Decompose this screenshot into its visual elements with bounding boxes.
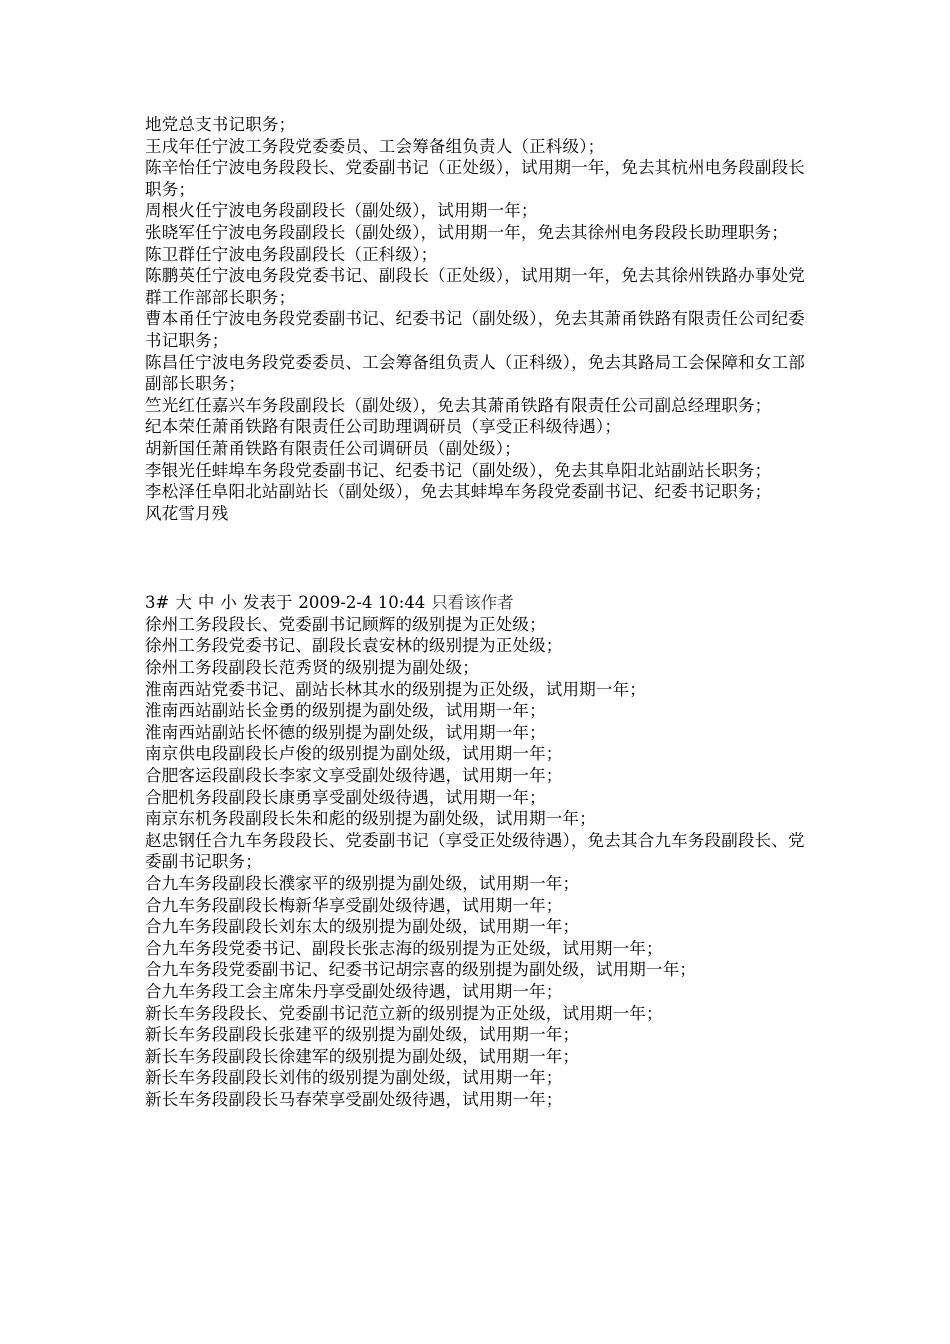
document-page bbox=[145, 114, 805, 1111]
signature-line: 风花雪月残 bbox=[145, 503, 229, 523]
appointment-list-1 bbox=[145, 114, 805, 524]
list-item: 淮南西站副站长怀德的级别提为副处级，试用期一年； bbox=[145, 722, 546, 742]
font-size-large-link[interactable]: 大 bbox=[175, 593, 192, 613]
list-item: 合九车务段副段长濮家平的级别提为副处级，试用期一年； bbox=[145, 874, 580, 893]
list-item: 合肥机务段副段长康勇享受副处级待遇，试用期一年； bbox=[145, 787, 546, 807]
list-item: 陈昌任宁波电务段党委委员、工会筹备组负责人（正科级），免去其路局工会保障和女工部副部长职务； bbox=[145, 352, 805, 394]
list-item: 新长车务段副段长张建平的级别提为副处级，试用期一年； bbox=[145, 1025, 580, 1045]
author-only-link[interactable]: 只看该作者 bbox=[431, 593, 514, 613]
list-item: 新长车务段副段长马春荣享受副处级待遇，试用期一年； bbox=[145, 1089, 563, 1109]
list-item: 李松泽任阜阳北站副站长（副处级），免去其蚌埠车务段党委副书记、纪委书记职务； bbox=[145, 482, 772, 502]
posted-label: 发表于 bbox=[242, 593, 293, 613]
list-item: 合九车务段工会主席朱丹享受副处级待遇，试用期一年； bbox=[145, 981, 563, 1001]
post-number: 3# bbox=[145, 593, 170, 613]
list-item: 竺光红任嘉兴车务段副段长（副处级），免去其萧甬铁路有限责任公司副总经理职务； bbox=[145, 395, 772, 415]
list-item: 曹本甬任宁波电务段党委副书记、纪委书记（副处级），免去其萧甬铁路有限责任公司纪委书记职务； bbox=[145, 309, 805, 350]
list-item: 新长车务段段长、党委副书记范立新的级别提为正处级，试用期一年； bbox=[145, 1003, 663, 1023]
list-item: 徐州工务段段长、党委副书记顾辉的级别提为正处级； bbox=[145, 614, 546, 634]
list-item: 合九车务段党委副书记、纪委书记胡宗喜的级别提为副处级，试用期一年； bbox=[145, 960, 697, 980]
list-item: 南京供电段副段长卢俊的级别提为副处级，试用期一年； bbox=[145, 744, 563, 764]
list-item: 纪本荣任萧甬铁路有限责任公司助理调研员（享受正科级待遇）； bbox=[145, 417, 622, 437]
list-item: 陈卫群任宁波电务段副段长（正科级）； bbox=[145, 244, 438, 264]
list-item: 徐州工务段党委书记、副段长袁安林的级别提为正处级； bbox=[145, 636, 563, 656]
list-item: 周根火任宁波电务段副段长（副处级），试用期一年； bbox=[145, 201, 538, 221]
list-item: 张晓军任宁波电务段副段长（副处级），试用期一年，免去其徐州电务段段长助理职务； bbox=[145, 222, 789, 242]
list-item: 徐州工务段副段长范秀贤的级别提为副处级； bbox=[145, 658, 479, 678]
list-item: 赵忠钢任合九车务段段长、党委副书记（享受正处级待遇），免去其合九车务段副段长、党委副书记职务； bbox=[145, 830, 805, 872]
list-item: 李银光任蚌埠车务段党委副书记、纪委书记（副处级），免去其阜阳北站副站长职务； bbox=[145, 460, 772, 480]
list-item: 南京东机务段副段长朱和彪的级别提为副处级，试用期一年； bbox=[145, 809, 596, 829]
list-item: 淮南西站副站长金勇的级别提为副处级，试用期一年； bbox=[145, 701, 546, 721]
post-header bbox=[145, 592, 805, 614]
list-item: 合九车务段党委书记、副段长张志海的级别提为正处级，试用期一年； bbox=[145, 938, 663, 958]
list-item: 合九车务段副段长刘东太的级别提为副处级，试用期一年； bbox=[145, 917, 580, 937]
list-item: 新长车务段副段长徐建军的级别提为副处级，试用期一年； bbox=[145, 1046, 580, 1066]
list-item: 胡新国任萧甬铁路有限责任公司调研员（副处级）； bbox=[145, 438, 521, 458]
list-item: 王戌年任宁波工务段党委委员、工会筹备组负责人（正科级）； bbox=[145, 136, 605, 156]
list-item: 淮南西站党委书记、副站长林其水的级别提为正处级，试用期一年； bbox=[145, 679, 646, 699]
list-item: 陈辛怡任宁波电务段段长、党委副书记（正处级），试用期一年，免去其杭州电务段副段长职务； bbox=[145, 158, 805, 199]
font-size-medium-link[interactable]: 中 bbox=[197, 593, 215, 613]
list-item: 地党总支书记职务； bbox=[145, 115, 296, 134]
appointment-list-2 bbox=[145, 614, 805, 1111]
list-item: 合肥客运段副段长李家文享受副处级待遇，试用期一年； bbox=[145, 766, 563, 786]
list-item: 新长车务段副段长刘伟的级别提为副处级，试用期一年； bbox=[145, 1068, 563, 1088]
list-item: 合九车务段副段长梅新华享受副处级待遇，试用期一年； bbox=[145, 895, 563, 915]
font-size-small-link[interactable]: 小 bbox=[220, 593, 237, 613]
list-item: 陈鹏英任宁波电务段党委书记、副段长（正处级），试用期一年，免去其徐州铁路办事处党群工作部部长职务； bbox=[145, 266, 805, 307]
post-datetime: 2009-2-4 10:44 bbox=[298, 593, 426, 613]
